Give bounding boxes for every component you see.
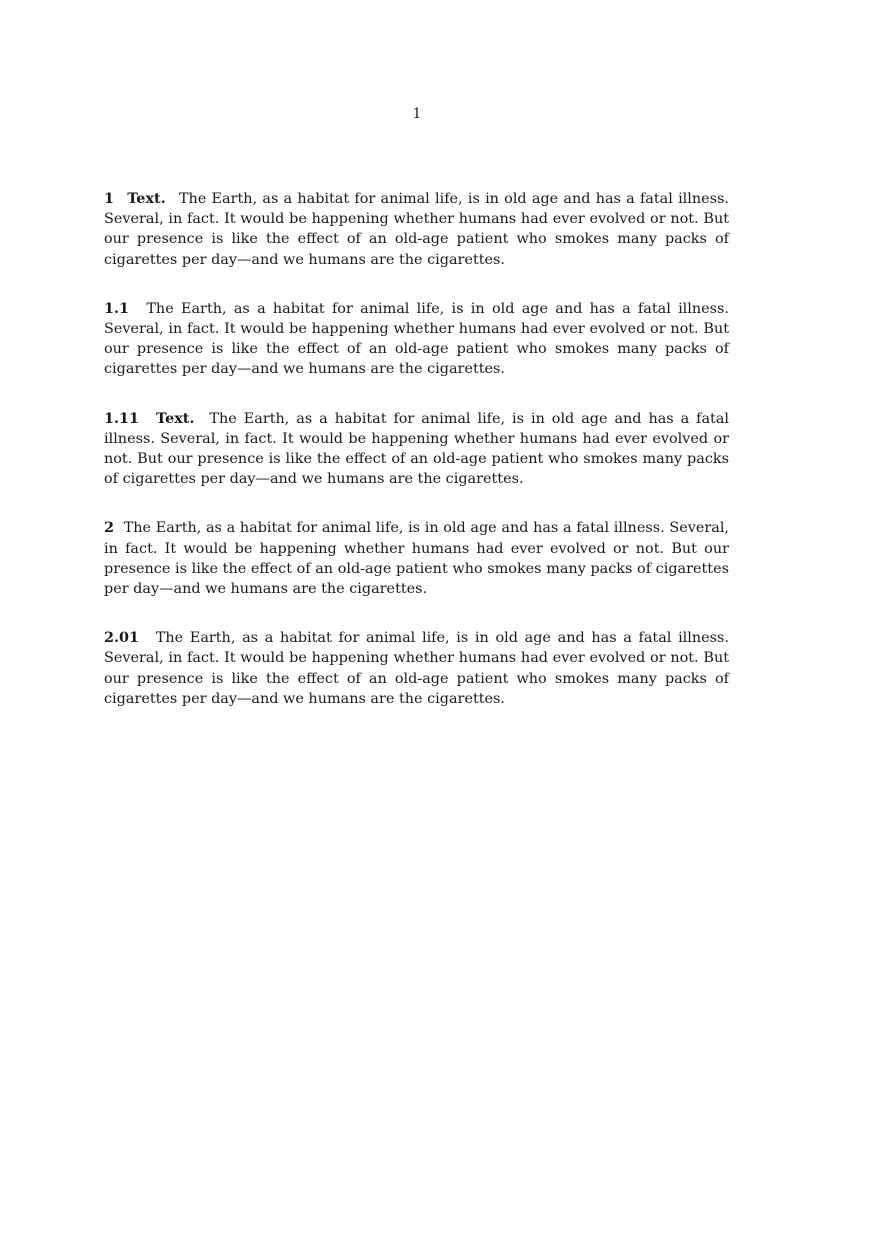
paragraph-text: The Earth, as a habitat for animal life, is in old age and has a fatal illness. Several, in fact. It would be happening whether humans had ever evolved or not. But our presence is like the effect of an old-age patient who smokes many packs of cigarettes per day—and we humans are the cigarettes. bbox=[104, 630, 730, 707]
paragraph-text: The Earth, as a habitat for animal life, is in old age and has a fatal illness. Several, in fact. It would be happening whether humans had ever evolved or not. But our presence is like the effect of an old-age patient who smokes many packs of cigarettes per day—and we humans are the cigarettes. bbox=[104, 191, 730, 268]
paragraph-2 bbox=[104, 518, 729, 599]
paragraph-text: The Earth, as a habitat for animal life, is in old age and has a fatal illness. Several, in fact. It would be happening whether humans had ever evolved or not. But our presence is like the effect of an old-age patient who smokes many packs of cigarettes per day—and we humans are the cigarettes. bbox=[104, 300, 730, 378]
paragraph-title: Text. bbox=[156, 409, 195, 427]
paragraph-1-11 bbox=[104, 409, 729, 490]
paragraph-1-1 bbox=[104, 299, 729, 380]
paragraph-number: 1.11 bbox=[104, 409, 140, 427]
document-body bbox=[104, 189, 729, 738]
paragraph-text: The Earth, as a habitat for animal life, is in old age and has a fatal illness. Several, in fact. It would be happening whether humans had ever evolved or not. But our presence is like the effect of an old-age patient who smokes many packs of cigarettes per day—and we humans are the cigarettes. bbox=[104, 520, 730, 598]
paragraph-number: 1.1 bbox=[104, 299, 130, 317]
paragraph-2-01 bbox=[104, 628, 729, 709]
paragraph-number: 1 bbox=[104, 190, 115, 207]
paragraph-1 bbox=[104, 189, 729, 270]
paragraph-number: 2 bbox=[104, 519, 115, 537]
paragraph-text: The Earth, as a habitat for animal life, is in old age and has a fatal illness. Several, in fact. It would be happening whether humans had ever evolved or not. But our presence is like the effect of an old-age patient who smokes many packs of cigarettes per day—and we humans are the cigarettes. bbox=[104, 410, 730, 488]
paragraph-number: 2.01 bbox=[104, 629, 140, 647]
page-number: 1 bbox=[412, 106, 422, 122]
paragraph-title: Text. bbox=[127, 190, 166, 207]
